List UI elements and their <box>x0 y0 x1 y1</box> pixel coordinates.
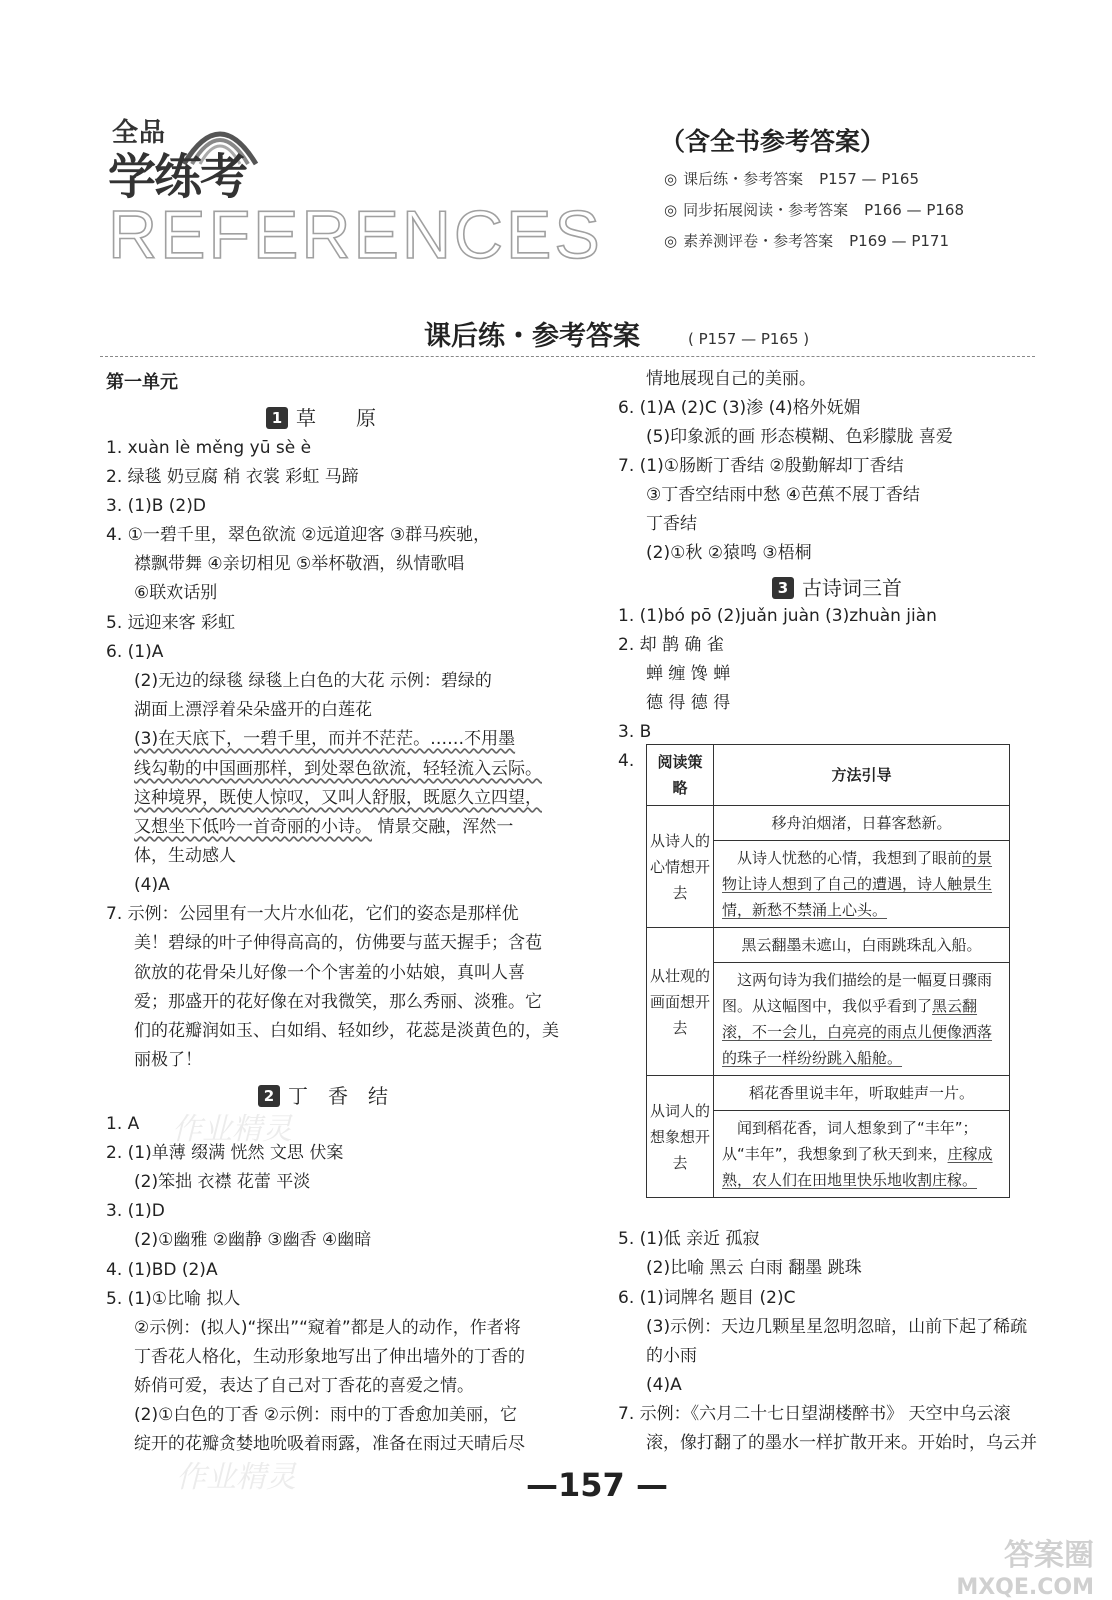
brand-logo-main: 学练考 <box>108 149 247 205</box>
answer-line: 7. 示例：《六月二十七日望湖楼醉书》 天空中乌云滚 <box>618 1404 1011 1424</box>
table-header-strategy: 阅读策略 <box>647 745 714 806</box>
header-item-2 <box>664 199 964 220</box>
header-item-3 <box>664 230 949 251</box>
lesson-number-badge: 1 <box>266 407 288 429</box>
answer-line: ②示例：(拟人)“探出”“窥着”都是人的动作，作者将 <box>134 1318 521 1338</box>
answer-line: 5. (1)①比喻 拟人 <box>106 1289 241 1309</box>
answer-line: 3. (1)B (2)D <box>106 496 206 516</box>
answer-underlined: 庄稼成熟，农人们在田地里快乐地收割庄稼。 <box>722 1145 993 1189</box>
answer-line: (2)笨拙 衣襟 花蕾 平淡 <box>134 1172 311 1192</box>
answer-line: 4. ①一碧千里，翠色欲流 ②远道迎客 ③群马疾驰， <box>106 525 491 545</box>
answer-line: ③丁香空结雨中愁 ④芭蕉不展丁香结 <box>646 485 920 505</box>
lesson-heading-3 <box>772 572 902 601</box>
answer-plain: 这两句诗为我们描绘的是一幅夏日骤雨图。从这幅图中，我似乎看到了 <box>722 971 993 1015</box>
lesson-number-badge: 3 <box>772 577 794 599</box>
answer-line: (4)A <box>134 875 170 895</box>
header-item-label: 课后练・参考答案 <box>683 170 804 188</box>
answer-line: 6. (1)A <box>106 642 164 662</box>
answer-line: 滚，像打翻了的墨水一样扩散开来。开始时，乌云并 <box>646 1433 1037 1453</box>
answer-underlined: 黑云翻滚，不一会儿，白亮亮的雨点儿便像洒落的珠子一样纷纷跳入船舱。 <box>722 997 993 1067</box>
answer-line: 3. (1)D <box>106 1201 165 1221</box>
table-row <box>647 928 1010 963</box>
watermark-site-logo: 答案圈 <box>1004 1538 1094 1573</box>
unit-heading: 第一单元 <box>106 372 178 393</box>
answer-line: (2)①秋 ②猿鸣 ③梧桐 <box>646 543 812 563</box>
dashed-divider <box>100 356 1035 357</box>
answer-line <box>134 816 513 838</box>
answer-line: 6. (1)A (2)C (3)渗 (4)格外妩媚 <box>618 398 861 418</box>
reading-strategy-table <box>646 744 1010 1198</box>
quote-cell: 黑云翻墨未遮山，白雨跳珠乱入船。 <box>714 928 1010 963</box>
answer-line: 欲放的花骨朵儿好像一个个害羞的小姑娘，真叫人喜 <box>134 963 525 983</box>
answer-line: 6. (1)词牌名 题目 (2)C <box>618 1288 796 1308</box>
plain-span: 情景交融，浑然一 <box>372 817 514 837</box>
answer-line: 们的花瓣润如玉、白如绢、轻如纱，花蕊是淡黄色的，美 <box>134 1021 559 1041</box>
header-item-1 <box>664 168 919 189</box>
answer-plain: 闻到稻花香，词人想象到了“丰年”；从“丰年”，我想象到了秋天到来， <box>722 1119 978 1163</box>
answer-line: 4. <box>618 751 635 771</box>
answer-line: 德 得 德 得 <box>646 693 731 713</box>
answer-line: 丁香结 <box>646 514 697 534</box>
answer-line: 4. (1)BD (2)A <box>106 1260 218 1280</box>
answer-line: 3. B <box>618 722 652 742</box>
lesson-heading-1 <box>266 402 376 431</box>
page-number: —157 — <box>526 1466 668 1504</box>
lesson-title: 古诗词三首 <box>802 576 902 600</box>
quote-cell: 移舟泊烟渚，日暮客愁新。 <box>714 806 1010 841</box>
watermark-text: 作业精灵 <box>172 1112 292 1147</box>
table-row <box>647 806 1010 841</box>
answer-line: 襟飘带舞 ④亲切相见 ⑤举杯敬酒，纵情歌唱 <box>134 554 465 574</box>
answer-line: 丁香花人格化，生动形象地写出了伸出墙外的丁香的 <box>134 1347 525 1367</box>
underlined-span: 又想坐下低吟一首奇丽的小诗。 <box>134 817 372 837</box>
lesson-number-badge: 2 <box>258 1085 280 1107</box>
header-item-label: 同步拓展阅读・参考答案 <box>683 201 849 219</box>
answer-line: (2)比喻 黑云 白雨 翻墨 跳珠 <box>646 1258 862 1278</box>
strategy-cell: 从诗人的心情想开去 <box>647 806 714 928</box>
table-row <box>647 1076 1010 1111</box>
references-heading: REFERENCES <box>108 197 603 273</box>
answer-line: 5. (1)低 亲近 孤寂 <box>618 1229 760 1249</box>
circle-bullet-icon: ◎ <box>664 232 678 250</box>
answer-line: 7. (1)①肠断丁香结 ②殷勤解却丁香结 <box>618 456 904 476</box>
header-item-range: P157 — P165 <box>819 170 919 188</box>
header-item-range: P169 — P171 <box>849 232 949 250</box>
answer-line: 情地展现自己的美丽。 <box>646 369 816 389</box>
answer-line: 1. xuàn lè měng yū sè è <box>106 438 312 458</box>
strategy-cell: 从词人的想象想开去 <box>647 1076 714 1198</box>
header-title: （含全书参考答案） <box>660 127 886 156</box>
answer-line: (5)印象派的画 形态模糊、色彩朦胧 喜爱 <box>646 427 953 447</box>
header-item-range: P166 — P168 <box>864 201 964 219</box>
answer-cell <box>714 841 1010 928</box>
answer-line: (2)①白色的丁香 ②示例：雨中的丁香愈加美丽，它 <box>134 1405 517 1425</box>
watermark-site-url: MXQE.COM <box>956 1575 1094 1600</box>
answer-line-underlined: 这种境界，既使人惊叹，又叫人舒服，既愿久立四望， <box>134 788 542 808</box>
answer-line: 丽极了！ <box>134 1050 202 1070</box>
quote-cell: 稻花香里说丰年，听取蛙声一片。 <box>714 1076 1010 1111</box>
answer-line: 娇俏可爱，表达了自己对丁香花的喜爱之情。 <box>134 1376 474 1396</box>
answer-line: 绽开的花瓣贪婪地吮吸着雨露，准备在雨过天晴后尽 <box>134 1434 525 1454</box>
answer-line: ⑥联欢话别 <box>134 583 218 603</box>
answer-line-underlined: 线勾勒的中国画那样，到处翠色欲流，轻轻流入云际。 <box>134 759 542 779</box>
answer-line: 5. 远迎来客 彩虹 <box>106 613 236 633</box>
answer-line: (3)示例：天边几颗星星忽明忽暗，山前下起了稀疏 <box>646 1317 1028 1337</box>
answer-cell <box>714 963 1010 1076</box>
watermark-text: 作业精灵 <box>176 1460 296 1495</box>
answer-line: 2. 绿毯 奶豆腐 稍 衣裳 彩虹 马蹄 <box>106 467 359 487</box>
answer-line: 湖面上漂浮着朵朵盛开的白莲花 <box>134 700 372 720</box>
answer-line: 2. (1)单薄 缀满 恍然 文思 伏案 <box>106 1143 344 1163</box>
table-header-row <box>647 745 1010 806</box>
answer-line: 美！碧绿的叶子伸得高高的，仿佛要与蓝天握手；含苞 <box>134 933 542 953</box>
brand-logo-top: 全品 <box>112 118 167 148</box>
circle-bullet-icon: ◎ <box>664 170 678 188</box>
answer-line: (2)无边的绿毯 绿毯上白色的大花 示例：碧绿的 <box>134 671 492 691</box>
answer-plain: 从诗人忧愁的心情，我想到了眼前 <box>737 849 963 867</box>
answer-line: 1. (1)bó pō (2)juǎn juàn (3)zhuàn jiàn <box>618 606 937 626</box>
answer-line: 1. A <box>106 1114 140 1134</box>
section-title: 课后练・参考答案 <box>424 321 640 352</box>
lesson-title: 草 原 <box>296 406 376 430</box>
answer-underlined: 的景物让诗人想到了自己的遭遇，诗人触景生情，新愁不禁涌上心头。 <box>722 849 993 919</box>
circle-bullet-icon: ◎ <box>664 201 678 219</box>
header-item-label: 素养测评卷・参考答案 <box>683 232 834 250</box>
strategy-cell: 从壮观的画面想开去 <box>647 928 714 1076</box>
answer-line: 爱；那盛开的花好像在对我微笑，那么秀丽、淡雅。它 <box>134 992 542 1012</box>
section-range: ( P157 — P165 ) <box>688 330 810 348</box>
answer-line: 的小雨 <box>646 1346 697 1366</box>
answer-cell <box>714 1111 1010 1198</box>
answer-line: 体，生动感人 <box>134 846 236 866</box>
answer-line-underlined: (3)在天底下，一碧千里，而并不茫茫。……不用墨 <box>134 729 516 749</box>
answer-line: 蝉 缠 馋 蝉 <box>646 664 731 684</box>
answer-line: (4)A <box>646 1375 682 1395</box>
lesson-title: 丁 香 结 <box>288 1084 388 1108</box>
answer-line: 7. 示例：公园里有一大片水仙花，它们的姿态是那样优 <box>106 904 519 924</box>
answer-line: (2)①幽雅 ②幽静 ③幽香 ④幽暗 <box>134 1230 372 1250</box>
table-header-method: 方法引导 <box>714 745 1010 806</box>
answer-line: 2. 却 鹊 确 雀 <box>618 635 724 655</box>
